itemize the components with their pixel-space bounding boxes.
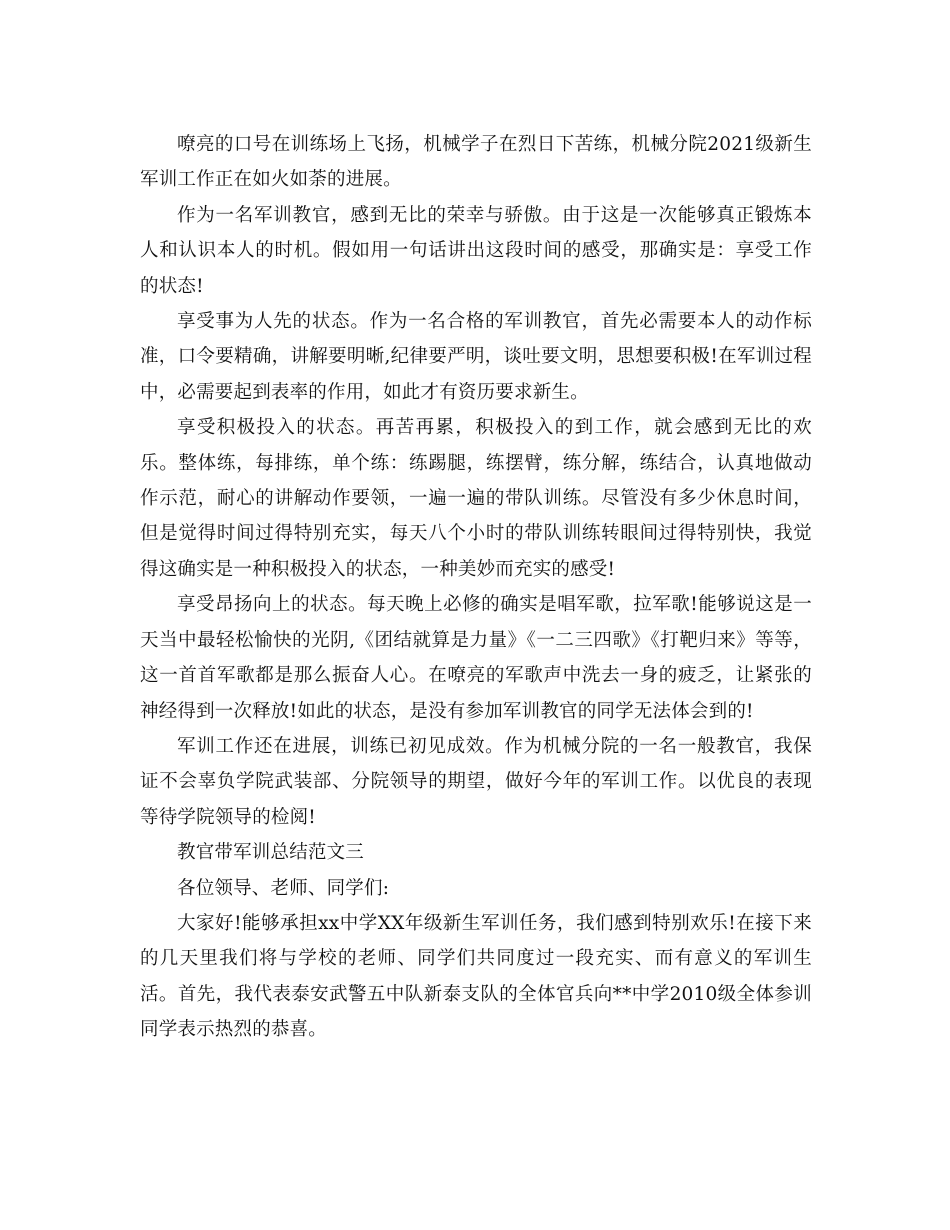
paragraph-lead-by-example: 享受事为人先的状态。作为一名合格的军训教官，首先必需要本人的动作标准，口令要精确，讲解要明晰,纪律要严明，谈吐要文明，思想要积极!在军训过程中，必需要起到表率的作用，如此才有资历要求新生。: [140, 311, 812, 403]
paragraph-greeting: 大家好!能够承担xx中学XX年级新生军训任务，我们感到特别欢乐!在接下来的几天里我们将与学校的老师、同学们共同度过一段充实、而有意义的军训生活。首先，我代表泰安武警五中队新泰支队的全体官兵向**中学2010级全体参训同学表示热烈的恭喜。: [140, 912, 812, 1041]
salutation: 各位领导、老师、同学们:: [177, 877, 390, 899]
paragraph-progress: 军训工作还在进展，训练已初见成效。作为机械分院的一名一般教官，我保证不会辜负学院武装部、分院领导的期望，做好今年的军训工作。以优良的表现等待学院领导的检阅!: [140, 735, 812, 828]
paragraph-active-engagement: 享受积极投入的状态。再苦再累，积极投入的到工作，就会感到无比的欢乐。整体练，每排练，单个练：练踢腿，练摆臂，练分解，练结合，认真地做动作示范，耐心的讲解动作要领，一遍一遍的带队训练。尽管没有多少休息时间，但是觉得时间过得特别充实，每天八个小时的带队训练转眼间过得特别快，我觉得这确实是一种积极投入的状态，一种美妙而充实的感受!: [140, 417, 812, 580]
paragraph-intro: 嘹亮的口号在训练场上飞扬，机械学子在烈日下苦练，机械分院2021级新生军训工作正在如火如荼的进展。: [140, 134, 812, 191]
paragraph-uplifting-spirit: 享受昂扬向上的状态。每天晚上必修的确实是唱军歌，拉军歌!能够说这是一天当中最轻松愉快的光阴,《团结就算是力量》《一二三四歌》《打靶归来》等等，这一首首军歌都是那么振奋人心。在嘹亮的军歌声中洗去一身的疲乏，让紧张的神经得到一次释放!如此的状态，是没有参加军训教官的同学无法体会到的!: [140, 594, 812, 722]
document-body: [140, 127, 812, 1048]
paragraph-instructor-feeling: 作为一名军训教官，感到无比的荣幸与骄傲。由于这是一次能够真正锻炼本人和认识本人的时机。假如用一句话讲出这段时间的感受，那确实是：享受工作的状态!: [140, 204, 812, 297]
section-heading: 教官带军训总结范文三: [177, 842, 365, 864]
